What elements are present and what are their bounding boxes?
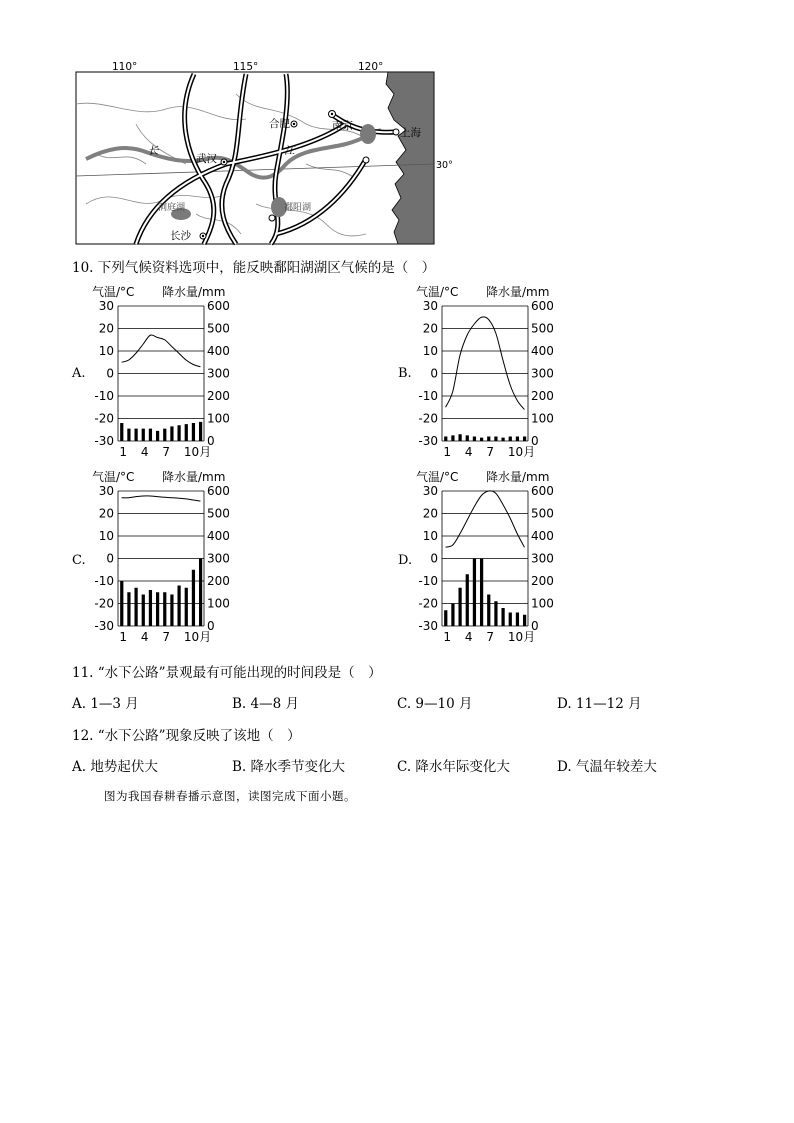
month-label: 4 xyxy=(140,445,149,459)
precip-bar xyxy=(170,426,173,441)
q12-option-a[interactable]: A. 地势起伏大 xyxy=(72,759,158,775)
precip-axis-label: 降水量/mm xyxy=(486,285,550,299)
precip-bar xyxy=(516,613,519,627)
precip-bar xyxy=(487,437,490,442)
precip-tick-label: 500 xyxy=(531,321,554,336)
precip-bar xyxy=(120,423,123,441)
temp-tick-label: -30 xyxy=(418,619,438,633)
precip-bar xyxy=(163,592,166,626)
precip-bar xyxy=(494,601,497,626)
precip-bar xyxy=(473,559,476,627)
temp-axis-label: 气温/°C xyxy=(92,470,135,484)
precip-bar xyxy=(466,574,469,626)
precip-bar xyxy=(134,429,137,441)
precip-bar xyxy=(466,435,469,441)
precip-bar xyxy=(458,588,461,626)
precip-tick-label: 300 xyxy=(207,366,230,381)
temp-tick-label: 0 xyxy=(106,366,114,381)
lon-label-120: 120° xyxy=(358,61,384,73)
precip-bar xyxy=(149,590,152,626)
precip-tick-label: 300 xyxy=(531,366,554,381)
precip-bar xyxy=(501,608,504,626)
city-wuhan: 武汉 xyxy=(196,153,217,165)
temp-tick-label: 20 xyxy=(422,321,438,336)
temp-tick-label: 10 xyxy=(98,344,114,358)
temp-tick-label: 0 xyxy=(430,366,438,381)
precip-tick-label: 300 xyxy=(207,551,230,566)
temp-tick-label: 20 xyxy=(98,506,114,521)
precip-bar xyxy=(501,438,504,441)
climate-chart-c xyxy=(88,469,278,647)
option-letter-b: B. xyxy=(398,366,412,381)
precip-bar xyxy=(444,437,447,442)
temp-tick-label: 20 xyxy=(98,321,114,336)
precip-tick-label: 400 xyxy=(207,344,230,358)
precip-bar xyxy=(192,570,195,626)
month-label: 10月 xyxy=(507,445,536,459)
q11-option-b[interactable]: B. 4—8 月 xyxy=(232,696,299,712)
intro-text: 图为我国春耕春播示意图，读图完成下面小题。 xyxy=(104,789,356,803)
precip-bar xyxy=(480,438,483,441)
precip-bar xyxy=(156,431,159,441)
lat-label-30: 30° xyxy=(436,160,453,171)
precip-tick-label: 600 xyxy=(207,484,230,498)
temp-tick-label: -20 xyxy=(94,596,114,611)
month-label: 1 xyxy=(119,445,128,459)
river-char-jiang: 江 xyxy=(284,145,295,157)
q11-option-d[interactable]: D. 11—12 月 xyxy=(557,696,642,712)
precip-bar xyxy=(199,559,202,627)
precip-bar xyxy=(480,559,483,627)
precip-bar xyxy=(487,595,490,627)
temp-tick-label: -10 xyxy=(94,389,114,403)
precip-axis-label: 降水量/mm xyxy=(162,470,226,484)
precip-tick-label: 0 xyxy=(531,619,539,633)
precip-axis-label: 降水量/mm xyxy=(486,470,550,484)
climate-chart-d xyxy=(412,469,602,647)
precip-bar xyxy=(516,437,519,442)
precip-bar xyxy=(142,595,145,627)
month-label: 4 xyxy=(140,630,149,644)
precip-tick-label: 600 xyxy=(531,299,554,313)
precip-tick-label: 200 xyxy=(207,574,230,588)
precip-tick-label: 100 xyxy=(207,596,230,611)
lon-label-110: 110° xyxy=(112,61,138,73)
precip-tick-label: 300 xyxy=(531,551,554,566)
precip-tick-label: 200 xyxy=(531,389,554,403)
temp-tick-label: -30 xyxy=(94,434,114,448)
temp-tick-label: -10 xyxy=(94,574,114,588)
precip-tick-label: 200 xyxy=(531,574,554,588)
temp-tick-label: -10 xyxy=(418,389,438,403)
temp-tick-label: 10 xyxy=(422,529,438,543)
precip-bar xyxy=(192,423,195,441)
temp-tick-label: 10 xyxy=(422,344,438,358)
precip-tick-label: 500 xyxy=(207,321,230,336)
precip-tick-label: 400 xyxy=(207,529,230,543)
precip-bar xyxy=(142,429,145,441)
precip-bar xyxy=(444,610,447,626)
temp-tick-label: 30 xyxy=(98,299,114,313)
temperature-curve xyxy=(446,491,525,547)
precip-bar xyxy=(509,437,512,442)
option-letter-a: A. xyxy=(72,366,86,381)
precip-bar xyxy=(185,588,188,626)
month-label: 10月 xyxy=(183,630,212,644)
precip-bar xyxy=(127,429,130,441)
precip-tick-label: 0 xyxy=(207,434,215,448)
question-11: 11. “水下公路”景观最有可能出现的时间段是（ ） xyxy=(72,665,382,681)
month-label: 7 xyxy=(486,445,495,459)
precip-bar xyxy=(149,429,152,441)
precip-tick-label: 100 xyxy=(207,411,230,426)
question-10: 10. 下列气候资料选项中，能反映鄱阳湖湖区气候的是（ ） xyxy=(72,260,436,276)
temp-tick-label: -30 xyxy=(94,619,114,633)
precip-tick-label: 600 xyxy=(207,299,230,313)
q12-option-c[interactable]: C. 降水年际变化大 xyxy=(397,759,510,775)
precip-bar xyxy=(185,424,188,441)
precip-tick-label: 0 xyxy=(531,434,539,448)
precip-tick-label: 400 xyxy=(531,529,554,543)
precip-bar xyxy=(134,588,137,626)
precip-bar xyxy=(177,425,180,441)
yangtze-region-map xyxy=(76,61,453,246)
precip-bar xyxy=(199,422,202,441)
precip-bar xyxy=(458,434,461,441)
precip-tick-label: 200 xyxy=(207,389,230,403)
q12-option-d[interactable]: D. 气温年较差大 xyxy=(557,759,657,775)
q11-option-c[interactable]: C. 9—10 月 xyxy=(397,696,473,712)
q12-option-b[interactable]: B. 降水季节变化大 xyxy=(232,759,346,775)
option-letter-d: D. xyxy=(398,553,413,568)
month-label: 10月 xyxy=(183,445,212,459)
city-hefei: 合肥 xyxy=(269,118,290,130)
month-label: 4 xyxy=(464,445,473,459)
lon-label-115: 115° xyxy=(233,61,259,73)
temp-tick-label: 0 xyxy=(106,551,114,566)
precip-bar xyxy=(127,592,130,626)
lake-dongting: 洞庭湖 xyxy=(158,203,186,213)
temp-tick-label: 30 xyxy=(98,484,114,498)
month-label: 7 xyxy=(486,630,495,644)
city-shanghai: 上海 xyxy=(400,127,421,139)
precip-bar xyxy=(523,615,526,626)
temp-tick-label: -20 xyxy=(418,596,438,611)
precip-bar xyxy=(177,586,180,627)
month-label: 10月 xyxy=(507,630,536,644)
precip-bar xyxy=(509,613,512,627)
month-label: 1 xyxy=(443,630,452,644)
river-char-chang: 长 xyxy=(148,145,159,157)
climate-chart-b xyxy=(412,284,602,462)
month-label: 7 xyxy=(162,445,171,459)
precip-bar xyxy=(451,435,454,441)
q11-option-a[interactable]: A. 1—3 月 xyxy=(72,696,139,712)
option-letter-c: C. xyxy=(72,553,86,568)
question-12: 12. “水下公路”现象反映了该地（ ） xyxy=(72,728,301,744)
temp-tick-label: 0 xyxy=(430,551,438,566)
temperature-curve xyxy=(122,496,201,501)
temp-tick-label: -20 xyxy=(94,411,114,426)
precip-bar xyxy=(523,437,526,442)
precip-bar xyxy=(451,604,454,627)
precip-tick-label: 0 xyxy=(207,619,215,633)
temp-tick-label: 10 xyxy=(98,529,114,543)
temp-tick-label: -20 xyxy=(418,411,438,426)
precip-tick-label: 400 xyxy=(531,344,554,358)
precip-bar xyxy=(170,595,173,627)
precip-axis-label: 降水量/mm xyxy=(162,285,226,299)
temp-tick-label: 30 xyxy=(422,299,438,313)
precip-bar xyxy=(494,437,497,442)
temp-tick-label: 20 xyxy=(422,506,438,521)
precip-tick-label: 100 xyxy=(531,411,554,426)
precip-tick-label: 600 xyxy=(531,484,554,498)
city-nanjing: 南京 xyxy=(332,120,353,132)
precip-bar xyxy=(156,592,159,626)
precip-bar xyxy=(120,581,123,626)
temp-tick-label: -10 xyxy=(418,574,438,588)
precip-tick-label: 500 xyxy=(531,506,554,521)
precip-tick-label: 500 xyxy=(207,506,230,521)
temp-axis-label: 气温/°C xyxy=(416,285,459,299)
precip-bar xyxy=(473,437,476,442)
precip-bar xyxy=(163,429,166,441)
precip-tick-label: 100 xyxy=(531,596,554,611)
month-label: 4 xyxy=(464,630,473,644)
month-label: 1 xyxy=(443,445,452,459)
city-changsha: 长沙 xyxy=(170,230,191,242)
temp-axis-label: 气温/°C xyxy=(416,470,459,484)
month-label: 1 xyxy=(119,630,128,644)
temp-tick-label: 30 xyxy=(422,484,438,498)
temp-tick-label: -30 xyxy=(418,434,438,448)
climate-chart-a xyxy=(88,284,278,462)
temp-axis-label: 气温/°C xyxy=(92,285,135,299)
month-label: 7 xyxy=(162,630,171,644)
lake-poyang: 鄱阳湖 xyxy=(284,203,312,213)
